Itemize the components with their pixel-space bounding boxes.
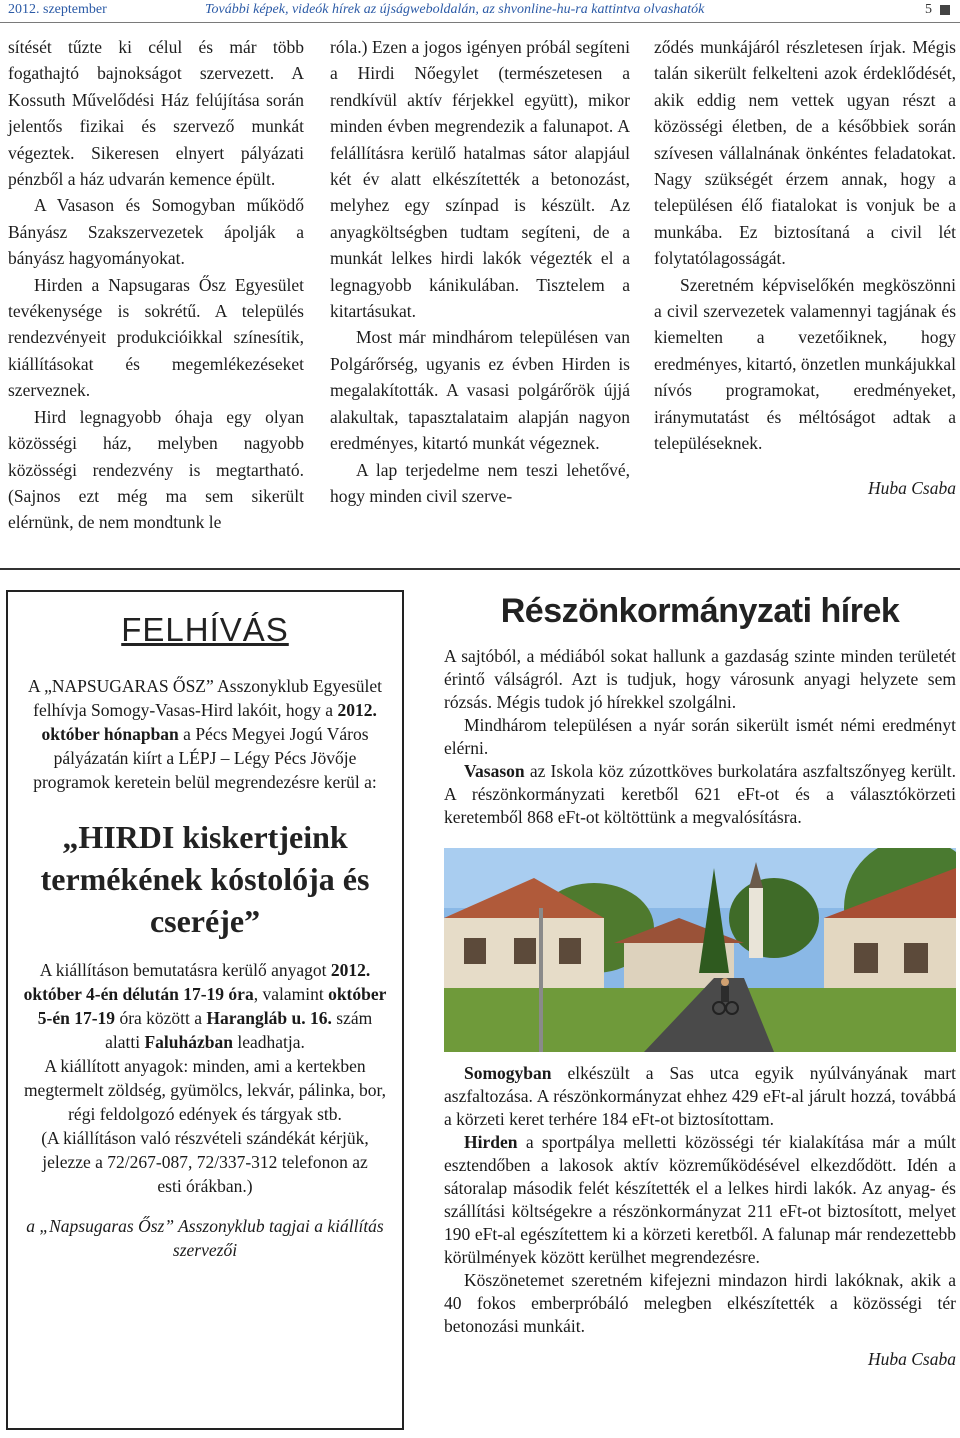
paragraph: A Vasason és Somogyban működő Bányász Szakszervezetek ápolják a bányász hagyományokat. [8, 195, 304, 269]
paragraph: Mindhárom településen a nyár során sikerült ismét némi eredményt elérni. [444, 715, 956, 758]
village-street-photo [444, 848, 956, 1052]
paragraph [444, 1062, 956, 1131]
schedule-text: A kiállításon bemutatásra kerülő anyagot [39, 960, 331, 980]
paragraph: Szeretném képviselőkén megköszönni a civil szervezetek valamennyi tagjának és kiemelten a vezetőiknek, hogy eredményes, kitartó, önzetlen munkájukkal nívós programokat, eredményeket, iránymutatást és méltóságot adtak a településeknek. [654, 274, 956, 454]
paragraph [444, 760, 956, 829]
paragraph-text: elkészült a Sas utca egyik nyúlványának mart aszfaltozása. A részönkormányzat ehhez 429 eFt-al járult hozzá, továbbá a körzeti keret terhére 184 eFt-ot biztosítottam. [444, 1063, 956, 1129]
schedule-date-2: október 5-én 17-19 [37, 984, 387, 1028]
article-column-3 [654, 34, 956, 501]
notice-contact: (A kiállításon való részvételi szándékát kérjük, jelezze a 72/267-087, 72/337-312 telefonon az esti órákban.) [41, 1128, 369, 1196]
notice-intro [8, 674, 402, 794]
author-signature: Huba Csaba [868, 477, 956, 498]
section-divider [0, 568, 960, 570]
paragraph: Most már mindhárom településen van Polgárőrség, ugyanis ez évben Hirden is megalakították. A vasasi polgárőrök újjá alakultak, tapasztalataim alapján nagyon eredményes, kitartó munkát végeznek. [330, 327, 630, 454]
notice-title: FELHÍVÁS [121, 611, 289, 648]
notice-intro-date: 2012. október hónapban [41, 700, 377, 744]
notice-closing: a „Napsugaras Ősz” Asszonyklub tagjai a kiállítás szervezői [26, 1216, 384, 1260]
notice-intro-text: A „NAPSUGARAS ŐSZ” Asszonyklub Egyesület felhívja Somogy-Vasas-Hird lakóit, hogy a [28, 676, 382, 720]
author-signature: Huba Csaba [868, 1349, 956, 1369]
paragraph: Hird legnagyobb óhaja egy olyan közösségi ház, melyben nagyobb közösségi rendezvény is megtartható. (Sajnos ezt még ma sem sikerült elérnünk, de nem mondtunk le [8, 406, 304, 533]
schedule-date-1: 2012. október 4-én délután 17-19 óra [23, 960, 371, 1004]
article-body-top [444, 645, 956, 829]
paragraph-text: az Iskola köz zúzottköves burkolatára aszfaltszőnyeg került. A részönkormányzati keretből 621 eFt-ot és a választókörzeti keretemből 868 eFt-ot költöttünk a megvalósításra. [444, 761, 956, 827]
paragraph: ződés munkájáról részletesen írjak. Mégis talán sikerült felkelteni azok érdeklődését, akik eddig nem vettek ugyan részt a közösségi életben, de a későbbiek során szívesen vállalnának önkéntes feladatokat. Nagy szükségét érzem annak, hogy a településen élő fiatalokat is vonjuk be a munkába. Ez biztosítaná a civil lét folytatólagosságát. [654, 37, 956, 269]
page-marker-square [940, 5, 950, 15]
page-header [0, 0, 960, 23]
paragraph: sítését tűzte ki célul és már több fogathajtó bajnokságot szervezett. A Kossuth Művelődési Ház felújítása során jelentős fizikai és szervező munkát végeztek. Sikeresen elnyert pályázati pénzből a ház udvarán kemence épült. [8, 37, 304, 190]
header-banner: További képek, videók hírek az újságweboldalán, az shvonline-hu-ra kattintva olvashatók [205, 2, 705, 17]
schedule-text: óra között a [115, 1008, 207, 1028]
schedule-text: szám alatti [105, 1008, 373, 1052]
issue-date: 2012. szeptember [8, 2, 107, 17]
paragraph: Hirden a Napsugaras Ősz Egyesület tevékenysége is sokrétű. A település rendezvényeit produkcióikkal színesítik, kiállításokat és megemlékezéseket szerveznek. [8, 274, 304, 401]
article-title: Részönkormányzati hírek [500, 592, 900, 630]
notice-box [6, 590, 404, 1430]
paragraph: A sajtóból, a médiából sokat hallunk a gazdaság szinte minden területét érintő válságról. Azt is tudjuk, hogy városunk anyagi helyzete sem rózsás. Mégis tudok jó hírekkel szolgálni. [444, 646, 956, 712]
village-name: Somogyban [464, 1063, 552, 1083]
article-column-2 [330, 34, 630, 509]
paragraph-text: a sportpálya melletti közösségi tér kialakítása már a múlt esztendőben a lakosok aktív közreműködésével elkezdődött. Idén a sátoralap második felét készítették el a lelkes hirdi lakók. Az anyag- és szállítási költségekre a részönkormányzat 211 eFt-ot biztosított, melyet 190 eFt-al egészítettem ki a körzeti keretből. A falunap már rendezettebb körülmények között kerülhet megrendezésre. [444, 1132, 956, 1267]
paragraph: róla.) Ezen a jogos igényen próbál segíteni a Hirdi Nőegylet (természetesen a rendkívül aktív férjekkel együtt), mikor minden évben megrendezik a falunapot. A felállításra kerülő hatalmas sátor alapjául két év alatt elkészítették a betonozást, melyhez egy színpad is készült. Az anyagköltségben tudtam segíteni, de a munkát lelkes hirdi lakók végezték el a legnagyobb kánikulában. Tisztelem a kitartásukat. [330, 37, 630, 322]
schedule-text: leadhatja. [232, 1032, 305, 1052]
village-name: Hirden [464, 1132, 518, 1152]
page-number: 5 [925, 2, 932, 17]
article-column-1 [8, 34, 304, 536]
notice-items: A kiállított anyagok: minden, ami a kertekben megtermelt zöldség, gyümölcs, lekvár, pálinka, bor, régi feldolgozó edények és tárgyak stb. [23, 1056, 387, 1124]
notice-intro-text: a Pécs Megyei Jogú Város pályázatán kiírt a LÉPJ – Légy Pécs Jövője programok keretein belül megrendezésre kerül a: [33, 724, 377, 792]
notice-schedule [8, 958, 402, 1054]
schedule-text: , valamint [253, 984, 329, 1004]
schedule-address: Harangláb u. 16. [206, 1008, 332, 1028]
article-body-bottom [444, 1062, 956, 1371]
paragraph: Köszönetemet szeretném kifejezni mindazon hirdi lakóknak, akik a 40 fokos emberpróbáló melegben elkészítették a közösségi tér betonozási munkáit. [444, 1270, 956, 1336]
paragraph: A lap terjedelme nem teszi lehetővé, hogy minden civil szerve- [330, 459, 630, 506]
paragraph [444, 1131, 956, 1269]
village-name: Vasason [464, 761, 525, 781]
notice-headline: „HIRDI kiskertjeink termékének kóstolója és cseréje” [40, 819, 370, 939]
schedule-venue: Faluházban [144, 1032, 233, 1052]
